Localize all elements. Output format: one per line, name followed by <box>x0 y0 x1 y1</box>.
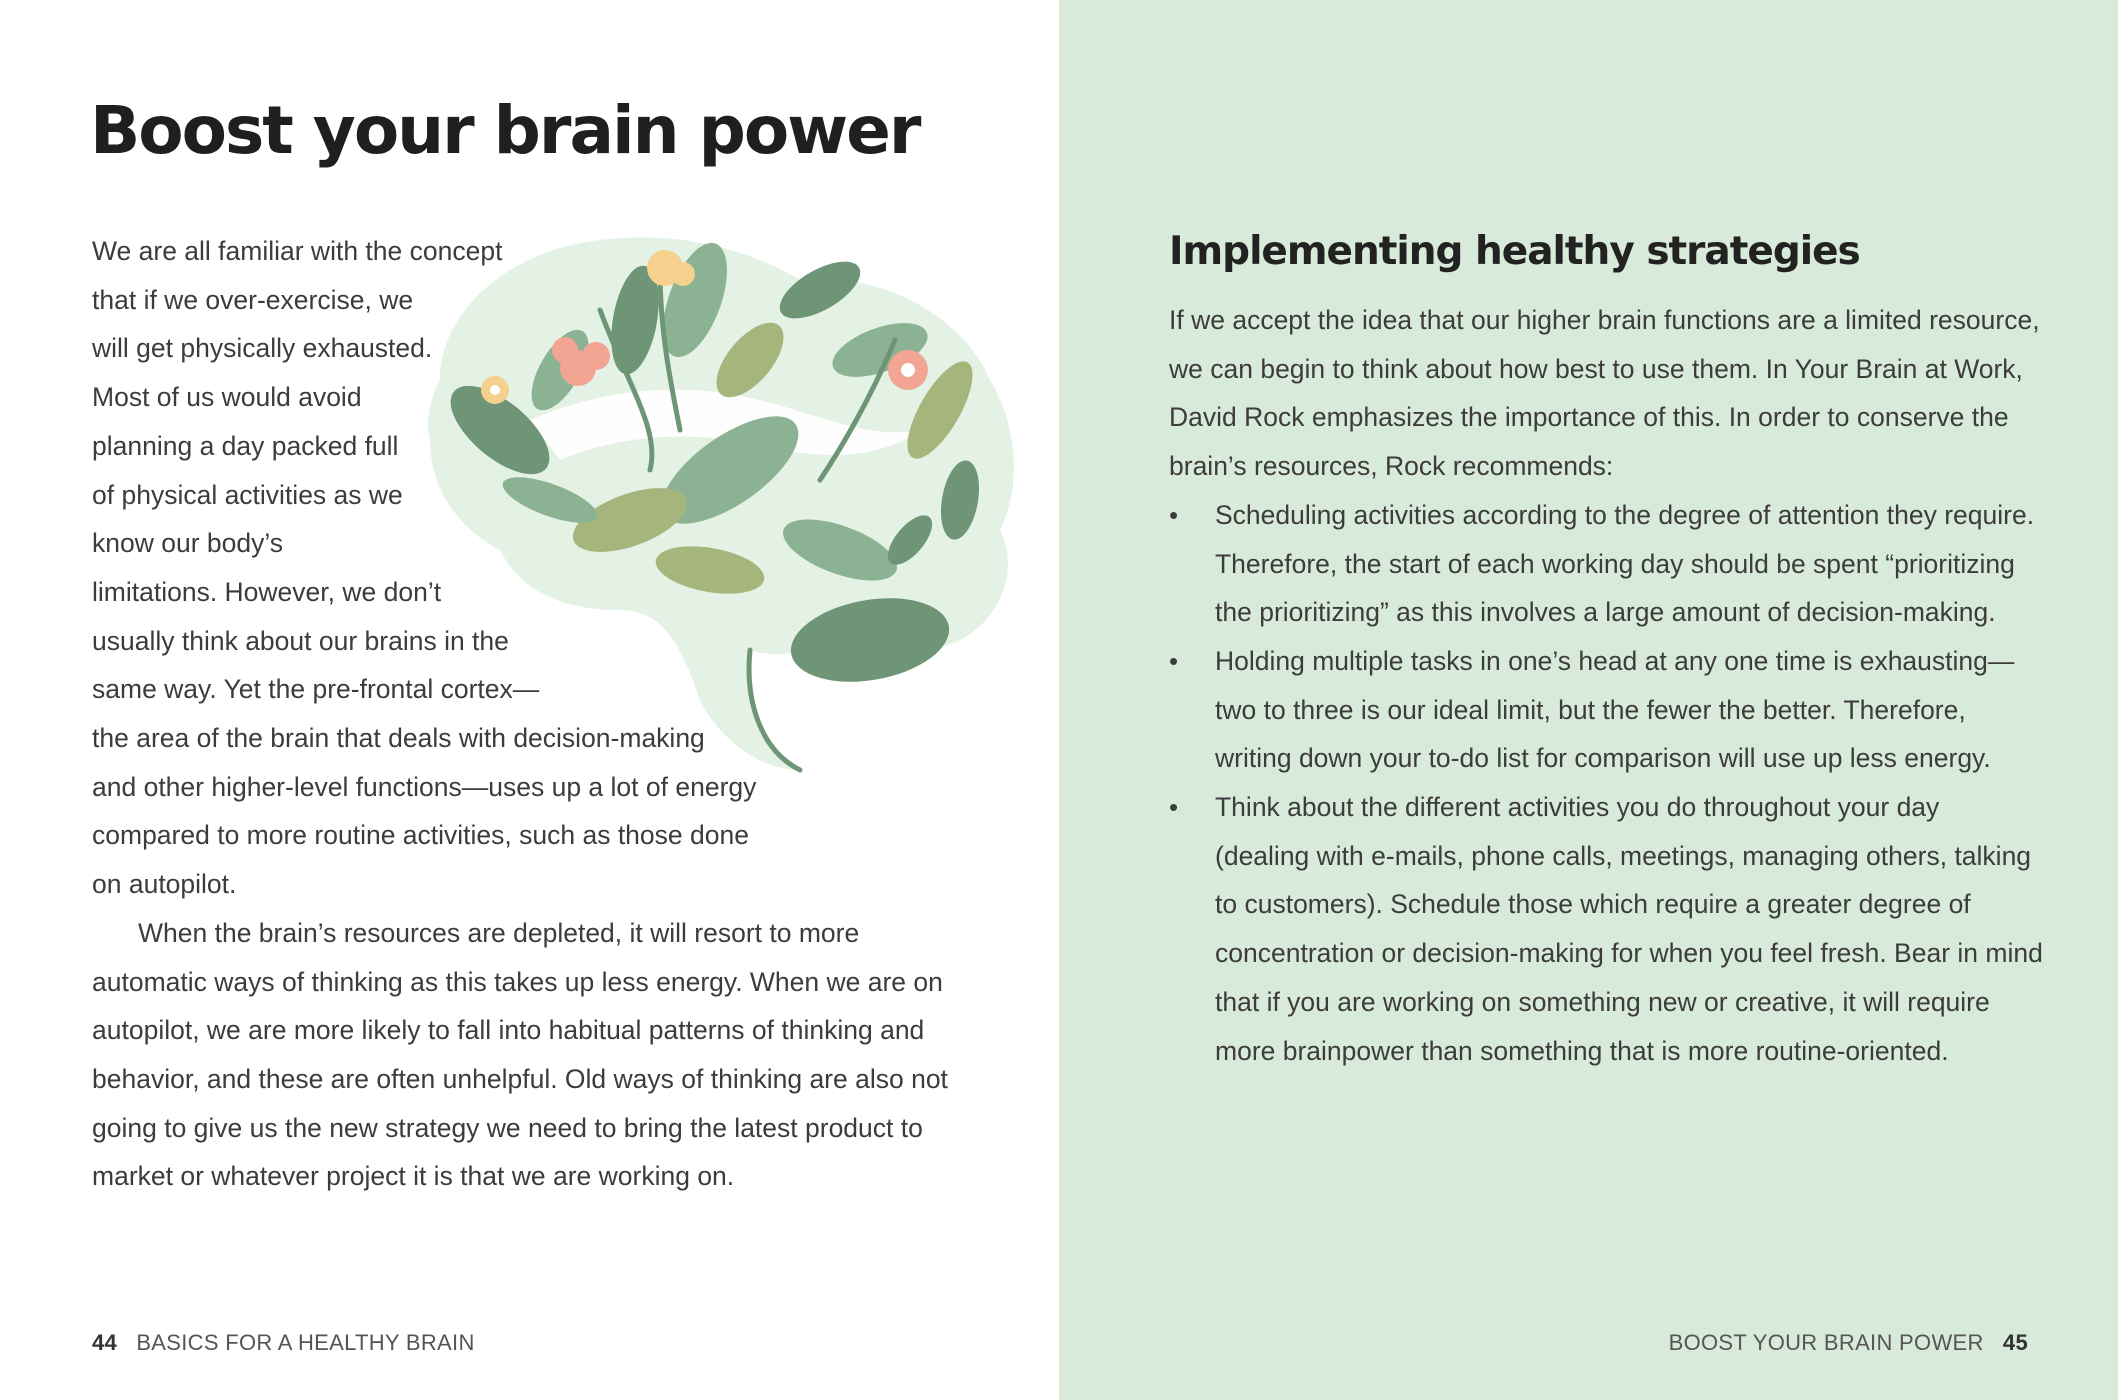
intro-line: we can begin to think about how best to use them. In Your Brain at Work, <box>1169 353 2023 384</box>
bullet-line: two to three is our ideal limit, but the fewer the better. Therefore, <box>1215 694 1966 725</box>
para1-line: of physical activities as we <box>92 479 403 510</box>
para2-line: autopilot, we are more likely to fall into habitual patterns of thinking and <box>92 1015 925 1046</box>
para2-line: going to give us the new strategy we need to bring the latest product to <box>92 1112 923 1143</box>
right-page <box>1059 0 2118 1400</box>
para1-line: limitations. However, we don’t <box>92 576 442 607</box>
section-heading: Implementing healthy strategies <box>1169 229 1860 274</box>
para1-line: will get physically exhausted. <box>92 333 433 364</box>
bullet-line: to customers). Schedule those which require a greater degree of <box>1215 889 1971 920</box>
right-footer <box>1669 1330 2028 1356</box>
bullet-marker: • <box>1169 499 1179 530</box>
bullet-line: Scheduling activities according to the degree of attention they require. <box>1215 499 2035 530</box>
bullet-line: Therefore, the start of each working day should be spent “prioritizing <box>1215 548 2015 579</box>
bullet-line: the prioritizing” as this involves a large amount of decision-making. <box>1215 597 1996 628</box>
page-title: Boost your brain power <box>90 92 920 169</box>
para1-line: We are all familiar with the concept <box>92 236 503 266</box>
bullet-line: more brainpower than something that is more routine-oriented. <box>1215 1035 1949 1066</box>
left-running-head: BASICS FOR A HEALTHY BRAIN <box>136 1330 475 1355</box>
right-running-head: BOOST YOUR BRAIN POWER <box>1668 1330 1984 1355</box>
para2-line: automatic ways of thinking as this takes up less energy. When we are on <box>92 966 943 997</box>
para1-line: usually think about our brains in the <box>92 625 509 656</box>
bullet-line: (dealing with e-mails, phone calls, meetings, managing others, talking <box>1215 840 2032 871</box>
para1-line: that if we over-exercise, we <box>92 284 414 315</box>
para1-line: same way. Yet the pre-frontal cortex— <box>92 674 540 705</box>
bullet-line: Think about the different activities you do throughout your day <box>1215 792 1940 822</box>
para2-line: market or whatever project it is that we are working on. <box>92 1161 735 1192</box>
intro-line: David Rock emphasizes the importance of this. In order to conserve the <box>1169 402 2009 433</box>
right-page-number: 45 <box>2002 1330 2028 1355</box>
para2-line: behavior, and these are often unhelpful. Old ways of thinking are also not <box>92 1063 948 1094</box>
bullet-marker: • <box>1169 792 1179 822</box>
left-footer <box>92 1330 475 1356</box>
bullet-line: concentration or decision-making for when you feel fresh. Bear in mind <box>1215 938 2043 969</box>
para1-line: the area of the brain that deals with decision-making <box>92 723 705 753</box>
para1-line: Most of us would avoid <box>92 382 362 413</box>
left-page-number: 44 <box>92 1330 118 1355</box>
para1-line: on autopilot. <box>92 869 237 900</box>
brain-with-leaves-illustration <box>400 230 1040 790</box>
para1-line: know our body’s <box>92 528 284 559</box>
bullet-marker: • <box>1169 645 1179 676</box>
intro-line: If we accept the idea that our higher brain functions are a limited resource, <box>1169 305 2040 335</box>
bullet-line: Holding multiple tasks in one’s head at any one time is exhausting— <box>1215 645 2015 676</box>
bullet-line: that if you are working on something new or creative, it will require <box>1215 986 1990 1017</box>
para1-line: compared to more routine activities, such as those done <box>92 820 749 851</box>
para1-line: planning a day packed full <box>92 430 399 461</box>
para2-line: When the brain’s resources are depleted, it will resort to more <box>138 917 860 948</box>
intro-line: brain’s resources, Rock recommends: <box>1169 451 1614 482</box>
bullet-line: writing down your to-do list for comparison will use up less energy. <box>1215 743 1991 774</box>
para1-line: and other higher-level functions—uses up a lot of energy <box>92 771 757 802</box>
